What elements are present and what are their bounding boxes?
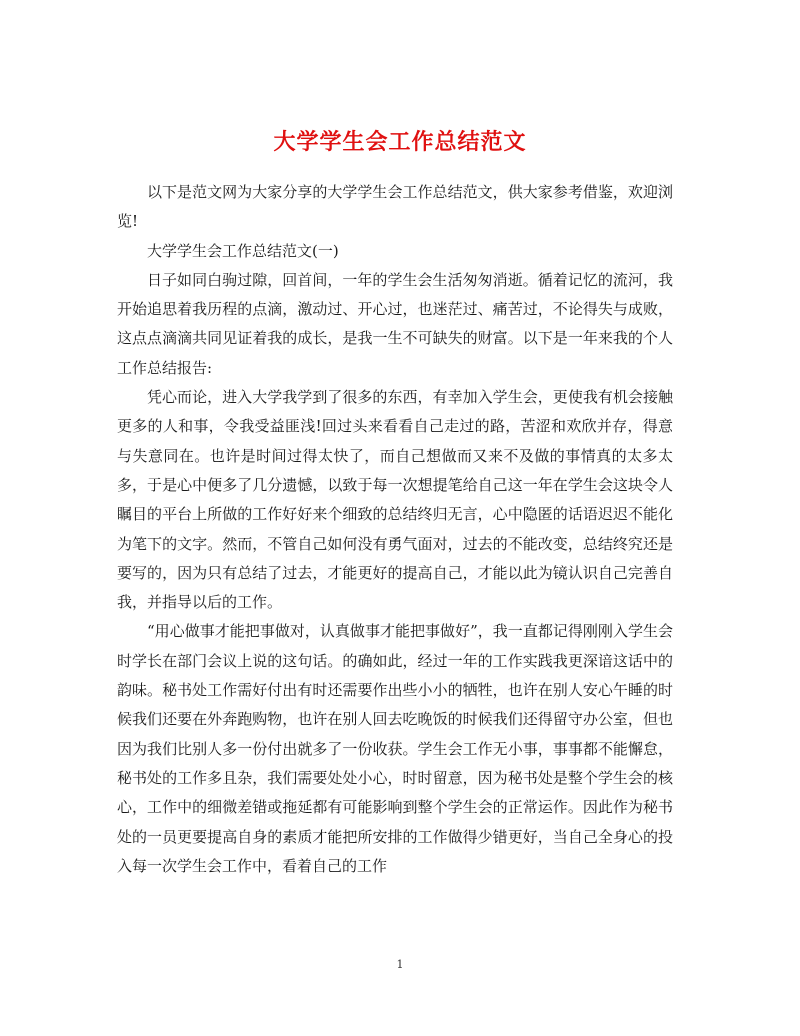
- body-paragraph: “用心做事才能把事做对，认真做事才能把事做好”，我一直都记得刚刚入学生会时学长在部门会议上说的这句话。的确如此，经过一年的工作实践我更深谙这话中的韵味。秘书处工作需好付出有时还需要作出些小小的牺牲，也许在别人安心午睡的时候我们还要在外奔跑购物，也许在别人回去吃晚饭的时候我们还得留守办公室，但也因为我们比别人多一份付出就多了一份收获。学生会工作无小事，事事都不能懈怠，秘书处的工作多且杂，我们需要处处小心，时时留意，因为秘书处是整个学生会的核心，工作中的细微差错或拖延都有可能影响到整个学生会的正常运作。因此作为秘书处的一员更要提高自身的素质才能把所安排的工作做得少错更好，当自己全身心的投入每一次学生会工作中，看着自己的工作: [117, 622, 673, 875]
- document-title: 大学学生会工作总结范文: [273, 128, 527, 155]
- body-paragraph: 凭心而论，进入大学我学到了很多的东西，有幸加入学生会，更使我有机会接触更多的人和事，令我受益匪浅!回过头来看看自己走过的路，苦涩和欢欣并存，得意与失意同在。也许是时间过得太快了，而自己想做而又来不及做的事情真的太多太多，于是心中便多了几分遗憾，以致于每一次想提笔给自己这一年在学生会这块令人瞩目的平台上所做的工作好好来个细致的总结终归无言，心中隐匿的话语迟迟不能化为笔下的文字。然而，不管自己如何没有勇气面对，过去的不能改变，总结终究还是要写的，因为只有总结了过去，才能更好的提高自己，才能以此为镜认识自己完善自我，并指导以后的工作。: [117, 388, 673, 612]
- page-number: 1: [396, 958, 404, 971]
- body-paragraph: 日子如同白驹过隙，回首间，一年的学生会生活匆匆消逝。循着记忆的流河，我开始追思着我历程的点滴，激动过、开心过，也迷茫过、痛苦过，不论得失与成败，这点点滴滴共同见证着我的成长，是我一生不可缺失的财富。以下是一年来我的个人工作总结报告:: [117, 270, 673, 377]
- document-body: [117, 178, 673, 881]
- section-heading: 大学学生会工作总结范文(一): [147, 241, 339, 260]
- intro-paragraph: 以下是范文网为大家分享的大学学生会工作总结范文，供大家参考借鉴，欢迎浏览!: [117, 183, 673, 231]
